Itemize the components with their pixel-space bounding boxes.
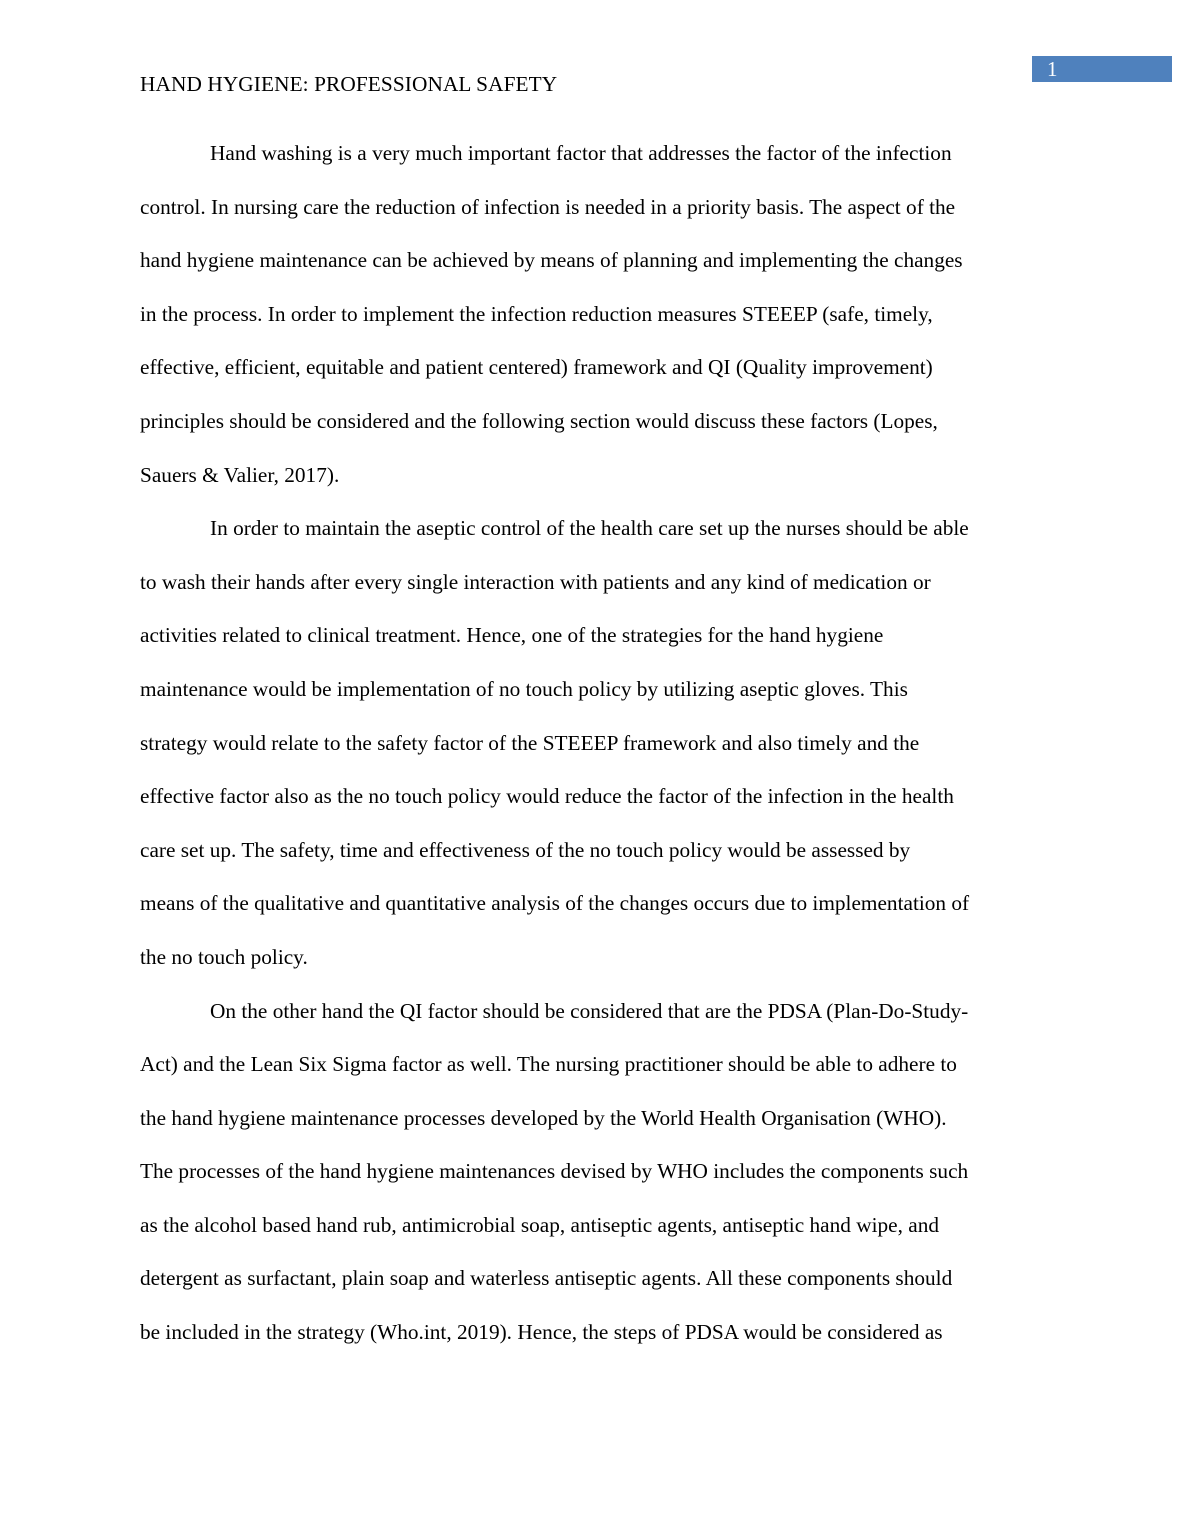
paragraph-line: care set up. The safety, time and effectiveness of the no touch policy would be assessed by: [140, 837, 911, 862]
paragraph-line: strategy would relate to the safety factor of the STEEEP framework and also timely and the: [140, 730, 920, 755]
paragraph-line: On the other hand the QI factor should be considered that are the PDSA (Plan-Do-Study-: [210, 998, 969, 1023]
page-number: 1: [1047, 57, 1058, 81]
paragraph-line: be included in the strategy (Who.int, 2019). Hence, the steps of PDSA would be considered as: [140, 1320, 943, 1345]
paragraph-line: Hand washing is a very much important factor that addresses the factor of the infection: [210, 141, 952, 165]
paragraph-line: control. In nursing care the reduction of infection is needed in a priority basis. The aspect of the: [140, 194, 956, 219]
paragraph-line: hand hygiene maintenance can be achieved by means of planning and implementing the changes: [140, 248, 963, 273]
paragraph-3: [140, 985, 1052, 1360]
page-number-bar: [1032, 56, 1172, 82]
paragraph-line: as the alcohol based hand rub, antimicrobial soap, antiseptic agents, antiseptic hand wipe, and: [140, 1212, 939, 1237]
paragraph-line: Sauers & Valier, 2017).: [140, 462, 340, 487]
paragraph-line: the hand hygiene maintenance processes developed by the World Health Organisation (WHO).: [140, 1105, 947, 1130]
paragraph-line: principles should be considered and the following section would discuss these factors (Lopes,: [140, 408, 938, 433]
paragraph-line: the no touch policy.: [140, 944, 308, 969]
paragraph-line: maintenance would be implementation of no touch policy by utilizing aseptic gloves. This: [140, 676, 908, 701]
paragraph-line: The processes of the hand hygiene maintenances devised by WHO includes the components such: [140, 1159, 969, 1184]
paragraph-line: detergent as surfactant, plain soap and waterless antiseptic agents. All these components should: [140, 1266, 953, 1291]
paragraph-line: Act) and the Lean Six Sigma factor as well. The nursing practitioner should be able to adhere to: [140, 1052, 957, 1077]
paragraph-1: [140, 127, 1052, 502]
paragraph-line: to wash their hands after every single interaction with patients and any kind of medication or: [140, 569, 931, 594]
paragraph-line: means of the qualitative and quantitative analysis of the changes occurs due to implementation of: [140, 891, 970, 916]
paragraph-2: [140, 502, 1052, 984]
document-body: [140, 127, 1052, 1360]
paragraph-line: In order to maintain the aseptic control of the health care set up the nurses should be able: [210, 516, 969, 541]
paragraph-line: effective factor also as the no touch policy would reduce the factor of the infection in the health: [140, 784, 954, 809]
paragraph-line: effective, efficient, equitable and patient centered) framework and QI (Quality improvement): [140, 355, 933, 380]
running-head: HAND HYGIENE: PROFESSIONAL SAFETY: [140, 72, 558, 96]
paragraph-line: in the process. In order to implement the infection reduction measures STEEEP (safe, timely,: [140, 301, 933, 326]
paragraph-line: activities related to clinical treatment. Hence, one of the strategies for the hand hygiene: [140, 623, 884, 648]
